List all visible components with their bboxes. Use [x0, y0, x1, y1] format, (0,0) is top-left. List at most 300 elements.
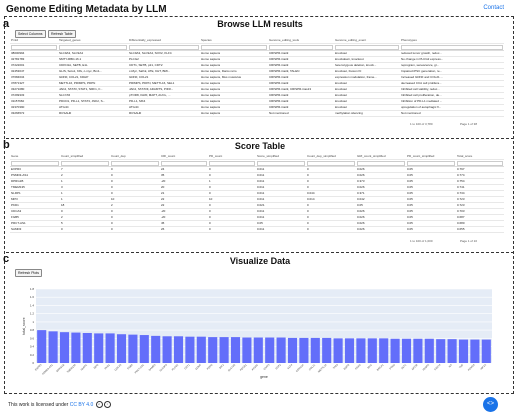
table-cell: knockdown, knockout — [334, 56, 400, 62]
x-tick-label: DPRG1B — [55, 363, 66, 373]
column-header[interactable]: Score_simplified — [256, 154, 306, 160]
table-cell: 10 — [110, 196, 160, 202]
bar — [197, 337, 206, 363]
column-header[interactable]: Count_dep_simplified — [306, 154, 356, 160]
bar — [49, 331, 58, 363]
table-cell: 0.026 — [356, 166, 406, 172]
table-cell: 2 — [110, 202, 160, 208]
x-axis-label: gene — [260, 375, 268, 379]
x-tick-label: KRAS — [354, 363, 362, 371]
table-cell: PSMD3-AS1 — [10, 172, 60, 178]
table-cell: upregulation of autophagic fl... — [400, 104, 504, 110]
column-header[interactable]: CRI_count — [160, 154, 208, 160]
table-cell: 0.026 — [356, 184, 406, 190]
column-header[interactable]: PmId — [10, 38, 58, 44]
table-cell: 0.05 — [406, 202, 456, 208]
bar — [220, 337, 229, 363]
table-cell: Homo sapiens, Danio rerio — [200, 68, 268, 74]
table-cell: Inhibited cell viability, reduc... — [400, 86, 504, 92]
x-tick-label: TNF — [458, 363, 465, 370]
table-cell: 0.723 — [456, 196, 504, 202]
table-cell: -20 — [160, 208, 208, 214]
bar — [470, 340, 479, 363]
table-cell: CRISPR-Cas9 — [268, 98, 334, 104]
table-cell: 0 — [208, 166, 256, 172]
column-header[interactable]: Genome_editing_event — [334, 38, 400, 44]
table-cell: GLIS, Soto1, Klfs, c-myc, Bm1... — [58, 68, 128, 74]
table-cell: PDCD1, PD-L1, STAT3, JNK2, S... — [58, 98, 128, 104]
y-tick-label: 0.4 — [29, 344, 34, 349]
table-cell: Inhibited cell proliferation, de... — [400, 92, 504, 98]
y-tick-label: 1.4 — [29, 303, 34, 308]
by-icon: i — [104, 401, 111, 408]
table-cell: 0.05 — [406, 196, 456, 202]
table-cell: 0.687 — [456, 214, 504, 220]
table-cell: CRISPR-Cas9, CRISPR-Cas13 — [268, 86, 334, 92]
x-tick-label: COL21 — [308, 363, 317, 372]
column-header[interactable]: Species — [200, 38, 268, 44]
code-icon[interactable]: <> — [483, 397, 498, 412]
bar — [242, 338, 251, 363]
y-tick-label: 0.2 — [29, 352, 34, 357]
column-header[interactable]: PD_count — [208, 154, 256, 160]
bar — [299, 338, 308, 363]
table-cell: PRIMPS, PDPN, METTL16, SEL1 — [128, 80, 200, 86]
y-tick-label: 0.8 — [29, 328, 34, 333]
x-tick-label: HIF1A — [479, 363, 488, 371]
table-cell: knockout — [334, 92, 400, 98]
table-cell: 32453047 — [10, 68, 58, 74]
table-cell: Homo sapiens — [200, 56, 268, 62]
x-tick-label: PDPN — [206, 363, 214, 371]
x-tick-label: BRCA1 — [376, 363, 385, 372]
table-cell: CRISPR-Cas9 — [268, 74, 334, 80]
table-cell: 2 — [60, 172, 110, 178]
contact-link[interactable]: Contact — [483, 5, 504, 11]
bar — [288, 338, 297, 363]
table-cell: 1 — [60, 190, 110, 196]
table-cell: 0 — [110, 184, 160, 190]
bar — [37, 330, 46, 363]
table-cell: 0.042 — [356, 196, 406, 202]
table-cell: Homo sapiens — [200, 50, 268, 56]
panel-a-title: Browse LLM results — [217, 19, 303, 29]
x-tick-label: AKT1 — [400, 363, 408, 371]
bar — [151, 336, 160, 363]
table-cell: 0.680 — [456, 220, 504, 226]
x-tick-label: SLC7A5 — [227, 363, 237, 373]
table-cell: PRCT-AS1 — [10, 220, 60, 226]
y-tick-label: 0.6 — [29, 336, 34, 341]
table-cell: 0 — [208, 208, 256, 214]
table-cell: 0.026 — [356, 220, 406, 226]
table-cell: 0 — [306, 220, 356, 226]
y-tick-label: 1.8 — [29, 287, 34, 291]
table-cell: DPRG1B — [10, 178, 60, 184]
footer — [8, 401, 111, 408]
table-cell: EXPR3 — [10, 166, 60, 172]
table-cell: 0.011 — [256, 166, 306, 172]
table-cell: 0 — [306, 226, 356, 232]
table-cell: SLC9A3, SLC9A4, SOX2, KLF4 — [128, 50, 200, 56]
table-cell: 0 — [110, 208, 160, 214]
table-cell: 37684634 — [10, 74, 58, 80]
x-tick-label: CDKN1A — [295, 363, 305, 373]
plot-area — [36, 289, 492, 363]
table-cell: 0.011 — [256, 214, 306, 220]
table-cell: Homo sapiens — [200, 62, 268, 68]
table-cell: c-Myc, Saf1k, ATE, KHT, BMl... — [128, 68, 200, 74]
table-cell: 0.774 — [456, 172, 504, 178]
table-cell: 0.05 — [406, 214, 456, 220]
panel-b-title: Score Table — [234, 141, 286, 151]
refresh-table-button[interactable]: Refresh Table — [48, 30, 76, 38]
x-tick-label: METTL16 — [317, 363, 328, 374]
table-cell: -20 — [160, 214, 208, 220]
table-cell: Homo sapiens — [200, 104, 268, 110]
column-header[interactable]: GRI_count_simplified — [356, 154, 406, 160]
table-cell: No change in PLCG2 express... — [400, 56, 504, 62]
x-tick-label: MPO — [93, 363, 100, 370]
bar — [322, 338, 331, 363]
table-cell: 18 — [60, 202, 110, 208]
table-cell: Not mentioned — [268, 110, 334, 116]
x-tick-label: TP53 — [332, 363, 339, 370]
table-cell: knockout, Fusion KI — [334, 68, 400, 74]
bar — [436, 339, 445, 363]
x-tick-label: VEGFA — [421, 363, 431, 372]
table-b-pager-range: 1 to 100 of 1,000 — [410, 239, 433, 243]
table-cell: Increased GDNF and COL21 ... — [400, 74, 504, 80]
x-tick-label: KLF4 — [286, 363, 294, 370]
table-cell: 0.05 — [406, 178, 456, 184]
bar — [231, 337, 240, 363]
bar — [265, 338, 274, 363]
table-cell: 0.05 — [406, 226, 456, 232]
bar — [83, 333, 92, 363]
table-cell: CRISPR-Cas9, TALEN — [268, 68, 334, 74]
table-cell: 2 — [60, 214, 110, 220]
table-cell: 0.05 — [406, 184, 456, 190]
bar — [425, 339, 434, 363]
refresh-plots-button[interactable]: Refresh Plots — [15, 269, 42, 277]
table-cell: 0.011 — [256, 178, 306, 184]
bar — [482, 340, 491, 363]
table-cell: 0.734 — [456, 190, 504, 196]
x-tick-label: JAK2 — [218, 363, 225, 370]
bar — [140, 335, 149, 363]
bar — [459, 340, 468, 363]
column-header[interactable]: Phenotypes — [400, 38, 504, 44]
y-tick-label: 1.6 — [29, 295, 34, 300]
table-b-pager[interactable]: Page 1 of 10 — [460, 239, 478, 243]
table-cell: SLC9A3, SLC9A4 — [58, 50, 128, 56]
bar — [106, 333, 115, 363]
x-tick-label: CD274 — [433, 363, 442, 372]
x-tick-label: PTEN — [388, 363, 396, 371]
table-cell: 0 — [306, 208, 356, 214]
table-cell: 0.044 — [306, 190, 356, 196]
x-tick-label: MTOR — [411, 363, 419, 371]
table-cell: 0 — [110, 178, 160, 184]
bar — [71, 333, 80, 363]
bar — [413, 339, 422, 363]
table-cell: 10 — [208, 196, 256, 202]
table-cell: Homo sapiens — [200, 92, 268, 98]
x-tick-label: PKD1 — [104, 363, 111, 371]
bar — [402, 339, 411, 363]
table-cell: Not mentioned — [400, 110, 504, 116]
column-header[interactable]: Targeted_genes — [58, 38, 128, 44]
table-cell: ATG4C — [128, 104, 200, 110]
table-cell: expression modulation, frame... — [334, 74, 400, 80]
bar — [117, 334, 126, 363]
x-tick-label: EXPR3 — [34, 363, 43, 372]
table-cell: Homo sapiens — [200, 110, 268, 116]
table-cell: PLCG2 — [128, 56, 200, 62]
x-tick-label: ATG4C — [251, 363, 260, 372]
table-cell: 32781783 — [10, 56, 58, 62]
panel-c-letter: c — [3, 253, 10, 265]
table-cell: ATG4C — [58, 104, 128, 110]
bar — [368, 338, 377, 363]
table-cell: 0.05 — [406, 172, 456, 178]
table-cell: 0 — [306, 184, 356, 190]
table-cell: -20 — [160, 178, 208, 184]
table-cell: 33271080 — [10, 86, 58, 92]
y-tick-label: 1.2 — [29, 311, 34, 316]
table-cell: 0 — [110, 226, 160, 232]
x-tick-label: TMEM135 — [66, 363, 77, 374]
table-cell: 0 — [208, 172, 256, 178]
table-cell: Homo sapiens, Mus musculus — [200, 74, 268, 80]
x-tick-label: PRCT-AS1 — [134, 363, 146, 375]
bar — [60, 332, 69, 363]
bar — [163, 336, 172, 363]
table-cell: knockout — [334, 86, 400, 92]
table-cell: 0.026 — [356, 172, 406, 178]
table-cell: JAK2, STAT3F, ADAMTS, PIFR... — [128, 86, 200, 92]
table-cell: 0 — [306, 214, 356, 220]
table-cell: 45 — [160, 220, 208, 226]
table-cell: 0.011 — [256, 208, 306, 214]
table-cell: Homo sapiens — [200, 80, 268, 86]
bar — [379, 338, 388, 363]
table-cell: Homo sapiens — [200, 98, 268, 104]
table-cell: 31157660 — [10, 98, 58, 104]
x-tick-label: SAMD3 — [148, 363, 157, 372]
y-tick-label: 0 — [32, 361, 34, 365]
bar — [391, 339, 400, 363]
x-tick-label: CDT1 — [183, 363, 191, 371]
table-cell: RCSAH0 — [128, 110, 200, 116]
table-cell: 0 — [208, 184, 256, 190]
table-cell: 0.026 — [356, 226, 406, 232]
table-cell: 0.026 — [356, 214, 406, 220]
table-cell: SMTY-RBD-16.1 — [58, 56, 128, 62]
license-link[interactable]: CC BY 4.0 — [69, 401, 94, 408]
table-a-pager-range: 1 to 100 of 3,780 — [410, 122, 433, 126]
table-cell: 1 — [60, 196, 110, 202]
table-cell: 0 — [208, 226, 256, 232]
panel-a-letter: a — [3, 18, 10, 30]
table-cell: reduced tumor growth, reduc... — [400, 50, 504, 56]
table-cell: Homo sapiens — [200, 86, 268, 92]
table-cell: 0.011 — [256, 226, 306, 232]
y-axis-label: total_score — [22, 317, 26, 335]
bar — [174, 336, 183, 363]
table-cell: Impaired iPSC generation, re... — [400, 68, 504, 74]
table-cell: TMEM135 — [10, 184, 60, 190]
x-tick-label: SLC9A3 — [159, 363, 168, 373]
table-cell: 0.011 — [256, 184, 306, 190]
table-a-pager[interactable]: Page 1 of 38 — [460, 122, 478, 126]
table-cell: 0.05 — [256, 220, 306, 226]
table-cell: 0 — [208, 190, 256, 196]
table-cell: 33266572 — [10, 110, 58, 116]
table-cell: 0.011 — [256, 196, 306, 202]
table-cell: 0 — [208, 214, 256, 220]
table-cell: 0 — [208, 220, 256, 226]
table-cell: CRISPR-Cas9 — [268, 80, 334, 86]
x-tick-label: FOXO3 — [467, 363, 476, 372]
table-cell: 0.014 — [306, 196, 356, 202]
x-tick-label: FGB5 — [126, 363, 134, 371]
table-cell: FGB5 — [10, 214, 60, 220]
bar — [128, 335, 137, 363]
panel-c-title: Visualize Data — [229, 256, 291, 266]
table-cell: NLRP1 — [10, 190, 60, 196]
x-tick-label: PSMD3-AS1 — [41, 363, 54, 376]
table-cell: 24 — [160, 166, 208, 172]
table-cell: 20 — [160, 184, 208, 190]
x-tick-label: PDCD1 — [239, 363, 248, 372]
table-cell: 0.011 — [256, 172, 306, 178]
table-cell: 0 — [306, 172, 356, 178]
table-cell: 0.741 — [456, 184, 504, 190]
page-title: Genome Editing Metadata by LLM — [6, 4, 167, 15]
table-cell: 38000994 — [10, 50, 58, 56]
x-tick-label: SOX2 — [274, 363, 282, 371]
table-cell: 0.723 — [456, 202, 504, 208]
bar — [356, 338, 365, 363]
table-cell: 0.021 — [256, 202, 306, 208]
table-cell: 7 — [60, 166, 110, 172]
table-cell: 0.371 — [356, 190, 406, 196]
table-cell: 0 — [306, 202, 356, 208]
table-cell: 0.026 — [356, 208, 406, 214]
table-cell: CRISPR-Cas9 — [268, 92, 334, 98]
bar — [208, 337, 217, 363]
table-cell: CDKN1A, SETB, E1L — [58, 62, 128, 68]
table-cell: 0.05 — [406, 220, 456, 226]
bar — [254, 338, 263, 363]
table-cell: 0.754 — [456, 178, 504, 184]
column-header[interactable]: Total_score — [456, 154, 504, 160]
select-columns-button[interactable]: Select Columns — [15, 30, 46, 38]
table-cell: 0.797 — [456, 166, 504, 172]
x-tick-label: GDNF — [194, 363, 203, 371]
x-tick-label: PLCG2 — [171, 363, 180, 372]
column-header[interactable]: Count_simplified — [60, 154, 110, 160]
table-cell: Inhibition of PD-L1 mediated ... — [400, 98, 504, 104]
column-header[interactable]: PD_count_simplified — [406, 154, 456, 160]
table-cell: SLC7A5 — [58, 92, 128, 98]
table-cell: methylation silencing — [334, 110, 400, 116]
table-cell: 0 — [110, 214, 160, 220]
table-cell: decreased CCA cell prolifera... — [400, 80, 504, 86]
table-cell: 0.655 — [456, 226, 504, 232]
bar — [185, 337, 194, 363]
table-cell: PD-L1, MK4 — [128, 98, 200, 104]
table-cell: pTOR8, IGRF, MAPT, AUCL, ... — [128, 92, 200, 98]
table-cell: CRISPR-Cas9 — [268, 62, 334, 68]
table-cell: MPO — [10, 196, 60, 202]
panel-b-letter: b — [3, 139, 10, 151]
table-cell: reprogram, senescence, gr... — [400, 62, 504, 68]
table-cell: 0 — [60, 208, 110, 214]
cc-icon: c — [96, 401, 103, 408]
table-cell: heterozygous deletion, knock... — [334, 62, 400, 68]
table-cell: 0 — [60, 226, 110, 232]
column-header[interactable]: Genome_editing_tools — [268, 38, 334, 44]
table-cell: RCSAH0 — [58, 110, 128, 116]
bar — [311, 338, 320, 363]
table-cell: 26 — [160, 226, 208, 232]
table-cell: JAK2, STAT3, STAT1, NRF1, F... — [58, 86, 128, 92]
table-cell: knockout — [334, 80, 400, 86]
table-cell: CDT1, SETB, p21, CDT2 — [128, 62, 200, 68]
table-cell: 22 — [160, 202, 208, 208]
table-cell: CRISPR-Cas9 — [268, 50, 334, 56]
table-cell: 0.703 — [456, 208, 504, 214]
table-cell: 0.373 — [356, 178, 406, 184]
bar — [448, 339, 457, 363]
table-cell: SAMD3 — [10, 226, 60, 232]
x-tick-label: STAT3 — [263, 363, 271, 371]
table-cell: 0 — [110, 220, 160, 226]
table-cell: CRISPR-Cas9 — [268, 104, 334, 110]
x-tick-label: IL6 — [448, 363, 453, 369]
bar — [94, 333, 103, 363]
column-header[interactable]: Gene — [10, 154, 60, 160]
table-cell: 0 — [306, 166, 356, 172]
table-cell: CRISPR-Cas9 — [268, 56, 334, 62]
table-cell: 22 — [160, 196, 208, 202]
table-cell: 37222001 — [10, 62, 58, 68]
column-header[interactable]: Differentially_expressed — [128, 38, 200, 44]
table-cell: PKD1 — [10, 202, 60, 208]
table-cell: 35 — [160, 172, 208, 178]
table-cell: 0.05 — [406, 190, 456, 196]
x-tick-label: EGFR — [343, 363, 351, 371]
x-tick-label: MYC — [366, 363, 374, 370]
bar — [277, 338, 286, 363]
table-cell: 0.05 — [406, 166, 456, 172]
table-cell: CDCA3 — [10, 208, 60, 214]
table-cell: GDNF, COL21 — [128, 74, 200, 80]
table-cell: GDNF, COL21, KDHP — [58, 74, 128, 80]
table-cell: 0 — [110, 166, 160, 172]
table-cell: 0 — [110, 172, 160, 178]
table-cell: 21 — [160, 190, 208, 196]
table-cell: knockout — [334, 50, 400, 56]
license-text: This work is licensed under — [8, 401, 69, 408]
column-header[interactable]: Count_dep — [110, 154, 160, 160]
table-cell: 0 — [110, 190, 160, 196]
table-cell: 3 — [60, 184, 110, 190]
table-cell: METTL16, PRIMPS, PDPN — [58, 80, 128, 86]
